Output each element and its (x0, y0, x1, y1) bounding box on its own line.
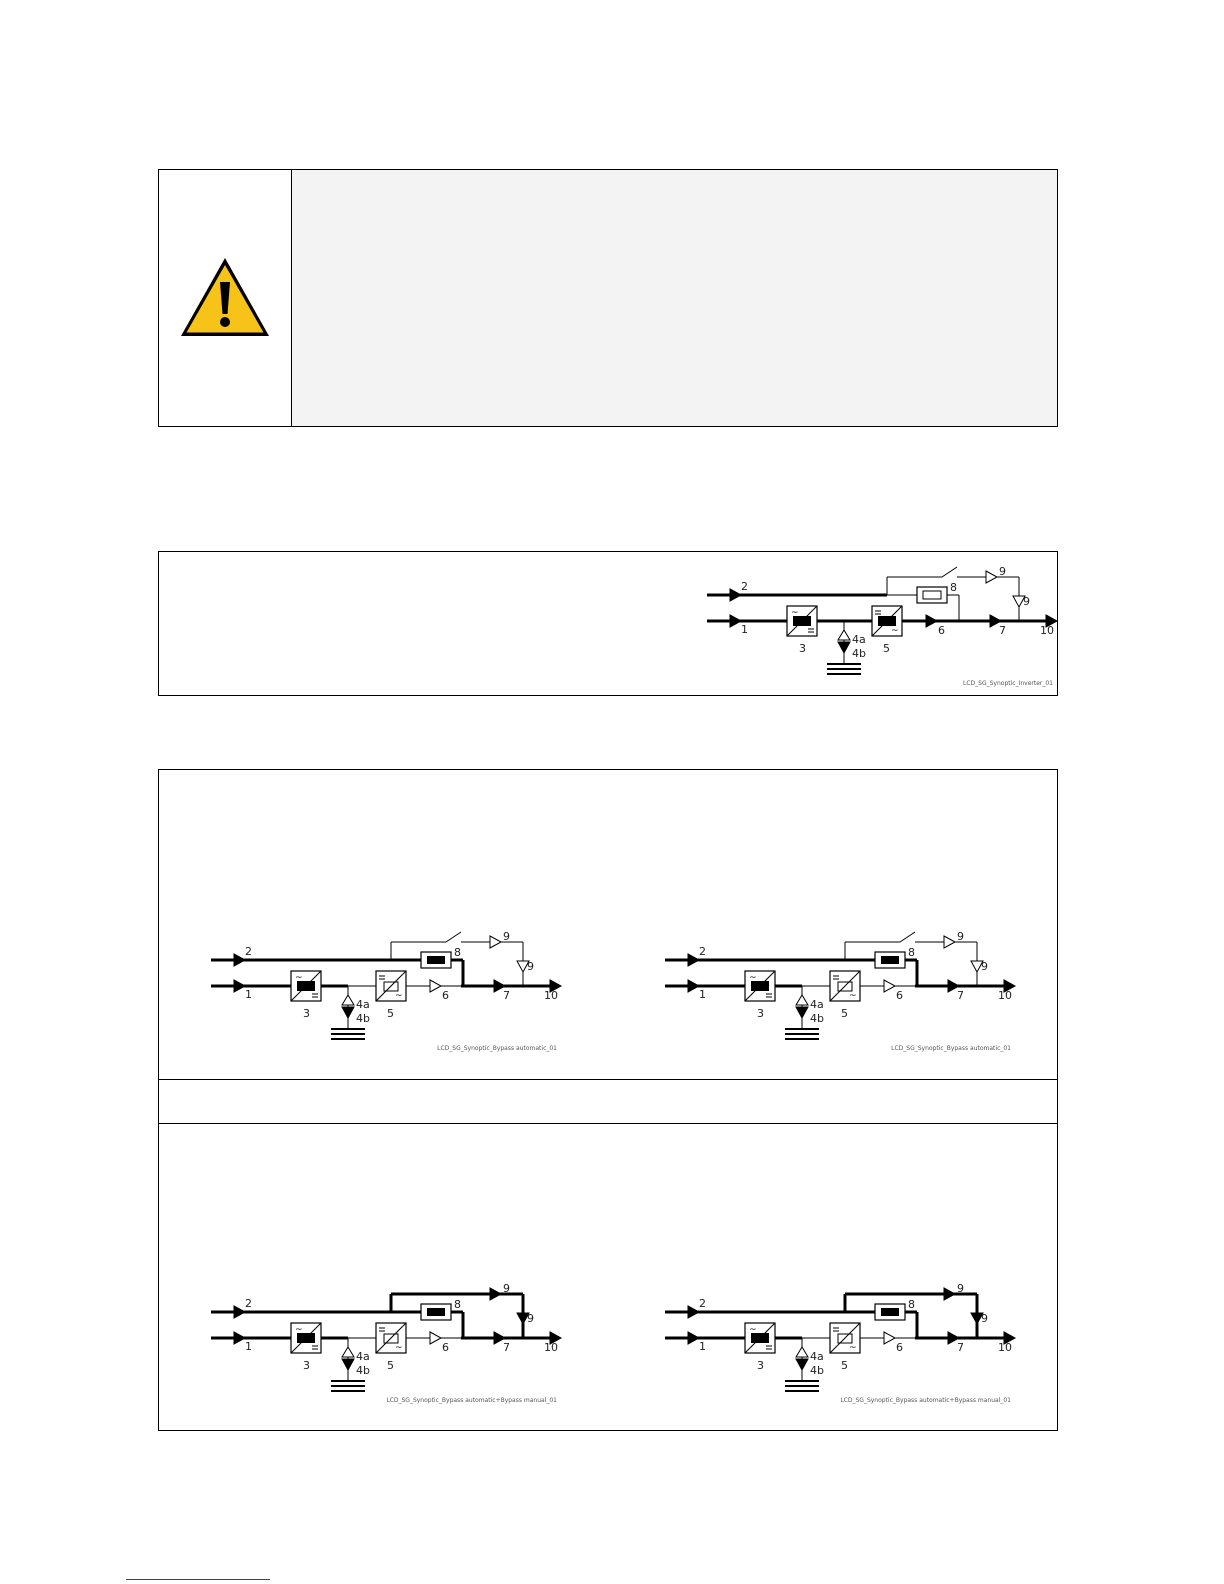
diagram-label-n9b: 9 (527, 960, 534, 973)
diagram-label-n8: 8 (454, 946, 461, 959)
diagram-label-n10: 10 (1040, 624, 1054, 637)
diagram-label-n10: 10 (544, 989, 558, 1002)
diagram-label-n9a: 9 (999, 565, 1006, 578)
diagram-label-n4b: 4b (852, 647, 866, 660)
diagram-label-n6: 6 (442, 1341, 449, 1354)
diagram-label-n5: 5 (387, 1359, 394, 1372)
static-switch-icon (917, 587, 947, 603)
svg-text:~: ~ (749, 1325, 757, 1335)
diagram-label-n9a: 9 (957, 930, 964, 943)
diagram-label-n1: 1 (699, 1340, 706, 1353)
table-divider (159, 1079, 1057, 1080)
diagram-caption: LCD_SG_Synoptic_Inverter_01 (963, 680, 1053, 687)
diagram-label-n5: 5 (883, 642, 890, 655)
diagram-label-n7: 7 (957, 989, 964, 1002)
diagram-label-n7: 7 (503, 989, 510, 1002)
svg-text:~: ~ (295, 1325, 303, 1335)
diagram-label-n5: 5 (841, 1359, 848, 1372)
diagram-label-n4b: 4b (356, 1364, 370, 1377)
svg-text:~: ~ (395, 1343, 403, 1353)
diagram-label-n3: 3 (303, 1359, 310, 1372)
diagram-label-n10: 10 (998, 989, 1012, 1002)
diagram-label-n8: 8 (454, 1298, 461, 1311)
svg-text:~: ~ (395, 991, 403, 1001)
diagram-label-n4a: 4a (810, 998, 824, 1011)
diagram-label-n7: 7 (957, 1341, 964, 1354)
svg-text:~: ~ (791, 608, 799, 618)
svg-text:~: ~ (849, 991, 857, 1001)
diagram-label-n8: 8 (950, 581, 957, 594)
diagram-label-n4b: 4b (356, 1012, 370, 1025)
diagram-label-n5: 5 (841, 1007, 848, 1020)
diagram-label-n4a: 4a (810, 1350, 824, 1363)
diagram-label-n9a: 9 (957, 1282, 964, 1295)
diagram-label-n3: 3 (799, 642, 806, 655)
diagram-label-n1: 1 (245, 1340, 252, 1353)
diagram-label-n7: 7 (503, 1341, 510, 1354)
diagram-label-n9b: 9 (527, 1312, 534, 1325)
footer-link-underline (126, 1579, 270, 1580)
diagram-label-n9b: 9 (1023, 595, 1030, 608)
diagram-caption: LCD_SG_Synoptic_Bypass automatic_01 (891, 1045, 1011, 1052)
diagram-label-n8: 8 (908, 1298, 915, 1311)
warning-triangle-icon (177, 254, 273, 342)
warning-icon-cell (159, 170, 292, 426)
diagram-label-n10: 10 (544, 1341, 558, 1354)
diagram-label-n2: 2 (245, 1297, 252, 1310)
svg-text:~: ~ (849, 1343, 857, 1353)
inverter-diagram-box (158, 551, 1058, 696)
synoptic-diagram (665, 1280, 1021, 1410)
diagram-label-n1: 1 (741, 623, 748, 636)
diagram-label-n2: 2 (245, 945, 252, 958)
diagram-label-n7: 7 (999, 624, 1006, 637)
diagram-label-n3: 3 (757, 1007, 764, 1020)
bypass-diagrams-box (158, 769, 1058, 1431)
diagram-label-n2: 2 (741, 580, 748, 593)
diagram-label-n4b: 4b (810, 1364, 824, 1377)
svg-text:~: ~ (749, 973, 757, 983)
diagram-caption: LCD_SG_Synoptic_Bypass automatic_01 (437, 1045, 557, 1052)
diagram-label-n3: 3 (757, 1359, 764, 1372)
diagram-label-n6: 6 (896, 1341, 903, 1354)
diagram-label-n9b: 9 (981, 1312, 988, 1325)
diagram-label-n6: 6 (442, 989, 449, 1002)
table-divider (159, 1123, 1057, 1124)
synoptic-diagram (211, 1280, 567, 1410)
synoptic-diagram (211, 928, 567, 1058)
diagram-label-n4b: 4b (810, 1012, 824, 1025)
svg-text:~: ~ (891, 626, 899, 636)
diagram-label-n9a: 9 (503, 930, 510, 943)
diagram-label-n5: 5 (387, 1007, 394, 1020)
diagram-label-n3: 3 (303, 1007, 310, 1020)
diagram-label-n9a: 9 (503, 1282, 510, 1295)
diagram-label-n8: 8 (908, 946, 915, 959)
warning-box (158, 169, 1058, 427)
diagram-label-n10: 10 (998, 1341, 1012, 1354)
diagram-label-n4a: 4a (356, 1350, 370, 1363)
synoptic-diagram (665, 928, 1021, 1058)
synoptic-diagram (707, 563, 1063, 693)
diagram-label-n4a: 4a (852, 633, 866, 646)
svg-text:~: ~ (295, 973, 303, 983)
diagram-label-n2: 2 (699, 945, 706, 958)
diagram-label-n9b: 9 (981, 960, 988, 973)
diagram-label-n4a: 4a (356, 998, 370, 1011)
diagram-label-n1: 1 (699, 988, 706, 1001)
diagram-label-n6: 6 (938, 624, 945, 637)
diagram-caption: LCD_SG_Synoptic_Bypass automatic+Bypass manual_01 (840, 1397, 1011, 1404)
diagram-label-n6: 6 (896, 989, 903, 1002)
diagram-caption: LCD_SG_Synoptic_Bypass automatic+Bypass manual_01 (386, 1397, 557, 1404)
warning-text-area (292, 170, 1057, 426)
diagram-label-n1: 1 (245, 988, 252, 1001)
diagram-label-n2: 2 (699, 1297, 706, 1310)
